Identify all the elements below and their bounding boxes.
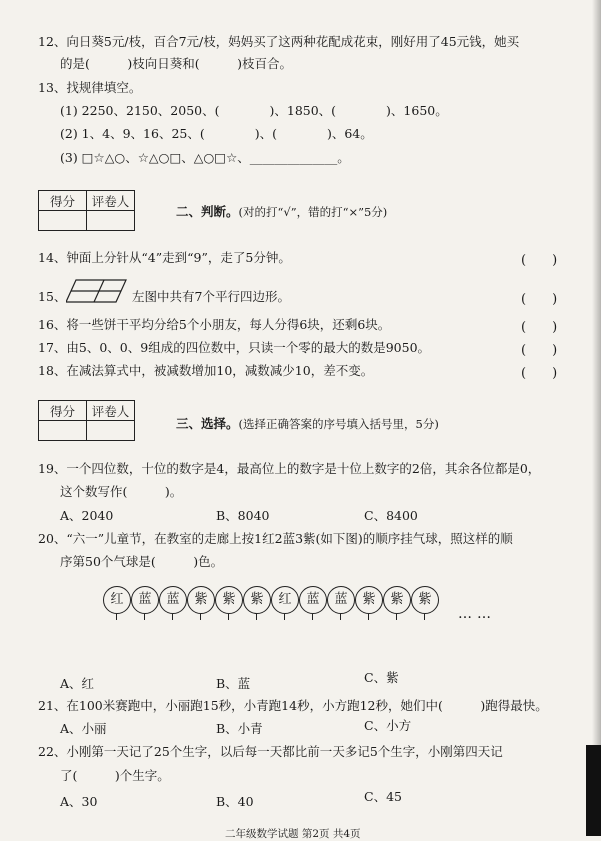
balloon (159, 586, 187, 614)
q22-option-b: B、40 (216, 794, 254, 809)
balloon-color-label: 蓝 (138, 592, 152, 607)
q20-line1: 20、“六一”儿童节，在教室的走廊上按1红2蓝3紫(如下图)的顺序挂气球，照这样的顺 (38, 531, 513, 546)
q18-answer-paren[interactable]: ( ) (521, 366, 558, 381)
q15-answer-paren[interactable]: ( ) (521, 292, 558, 307)
q19-line1: 19、一个四位数，十位的数字是4，最高位上的数字是十位上数字的2倍，其余各位都是0， (38, 461, 541, 476)
score-table-section2 (38, 190, 135, 231)
q19-option-b: B、8040 (216, 508, 270, 523)
q14: 14、钟面上分针从“4”走到“9”，走了5分钟。 (38, 250, 291, 265)
q18: 18、在减法算式中，被减数增加10，减数减少10，差不变。 (38, 363, 374, 378)
score-label: 得分 (39, 191, 87, 211)
balloon-color-label: 蓝 (334, 592, 348, 607)
balloon-ellipsis: …… (458, 606, 496, 622)
q22-option-c: C、45 (364, 789, 402, 804)
balloon (243, 586, 271, 614)
q15-text: 左图中共有7个平行四边形。 (132, 289, 290, 304)
grader-cell[interactable] (87, 421, 135, 441)
score-cell[interactable] (39, 421, 87, 441)
section2-title (176, 202, 387, 220)
balloon (215, 586, 243, 614)
balloon (327, 586, 355, 614)
q14-answer-paren[interactable]: ( ) (521, 253, 558, 268)
q15-number: 15、 (38, 289, 67, 304)
section3-note: (选择正确答案的序号填入括号里，5分) (238, 417, 439, 431)
q16: 16、将一些饼干平均分给5个小朋友，每人分得6块，还剩6块。 (38, 317, 391, 332)
q16-answer-paren[interactable]: ( ) (521, 320, 558, 335)
q21-option-c: C、小方 (364, 718, 412, 733)
balloon-color-label: 紫 (222, 592, 236, 607)
balloon-color-label: 紫 (418, 592, 432, 607)
q17: 17、由5、0、0、9组成的四位数中，只读一个零的最大的数是9050。 (38, 340, 431, 355)
q22-line1: 22、小刚第一天记了25个生字，以后每一天都比前一天多记5个生字，小刚第四天记 (38, 744, 503, 759)
q19-option-c: C、8400 (364, 508, 418, 523)
q12-line2: 的是( )枝向日葵和( )枝百合。 (60, 56, 293, 71)
q19-line2: 这个数写作( )。 (60, 484, 183, 499)
q17-answer-paren[interactable]: ( ) (521, 343, 558, 358)
q13-sub1: (1) 2250、2150、2050、( )、1850、( )、1650。 (60, 103, 448, 118)
q13-title: 13、找规律填空。 (38, 80, 142, 95)
balloon-color-label: 红 (278, 592, 292, 607)
q12-line1: 12、向日葵5元/枝，百合7元/枝，妈妈买了这两种花配成花束，刚好用了45元钱，她买 (38, 34, 520, 49)
q13-sub3: (3) □☆△○、☆△○□、△○□☆、______________。 (60, 150, 350, 165)
balloon (103, 586, 131, 614)
section2-title-text: 二、判断。 (176, 204, 239, 219)
section2-note: (对的打“√”，错的打“×”5分) (238, 205, 388, 219)
balloon (355, 586, 383, 614)
score-cell[interactable] (39, 211, 87, 231)
parallelogram-figure-icon (66, 278, 128, 304)
balloon-color-label: 紫 (194, 592, 208, 607)
score-label: 得分 (39, 401, 87, 421)
balloon-sequence (103, 586, 443, 618)
q21-line1: 21、在100米赛跑中，小丽跑15秒，小青跑14秒，小方跑12秒，她们中( )跑得最快。 (38, 698, 548, 713)
q22-line2: 了( )个生字。 (60, 768, 170, 783)
balloon-color-label: 紫 (362, 592, 376, 607)
q20-option-b: B、蓝 (216, 676, 251, 691)
binding-edge-shadow (586, 745, 601, 836)
grader-label: 评卷人 (87, 191, 135, 211)
page-footer: 二年级数学试题 第2页 共4页 (225, 828, 361, 840)
q22-option-a: A、30 (60, 794, 98, 809)
balloon (299, 586, 327, 614)
q20-option-c: C、紫 (364, 670, 399, 685)
q13-sub2: (2) 1、4、9、16、25、( )、( )、64。 (60, 126, 373, 141)
balloon (271, 586, 299, 614)
balloon (131, 586, 159, 614)
grader-cell[interactable] (87, 211, 135, 231)
balloon (187, 586, 215, 614)
balloon-color-label: 红 (110, 592, 124, 607)
balloon-color-label: 蓝 (306, 592, 320, 607)
grader-label: 评卷人 (87, 401, 135, 421)
q21-option-a: A、小丽 (60, 721, 107, 736)
q20-option-a: A、红 (60, 676, 95, 691)
q19-option-a: A、2040 (60, 508, 114, 523)
balloon-color-label: 紫 (250, 592, 264, 607)
balloon-color-label: 蓝 (166, 592, 180, 607)
section3-title-text: 三、选择。 (176, 416, 239, 431)
balloon (383, 586, 411, 614)
page-edge-shadow (592, 0, 601, 836)
q20-line2: 序第50个气球是( )色。 (60, 554, 224, 569)
score-table-section3 (38, 400, 135, 441)
q21-option-b: B、小青 (216, 721, 263, 736)
balloon-color-label: 紫 (390, 592, 404, 607)
balloon (411, 586, 439, 614)
section3-title (176, 414, 439, 432)
